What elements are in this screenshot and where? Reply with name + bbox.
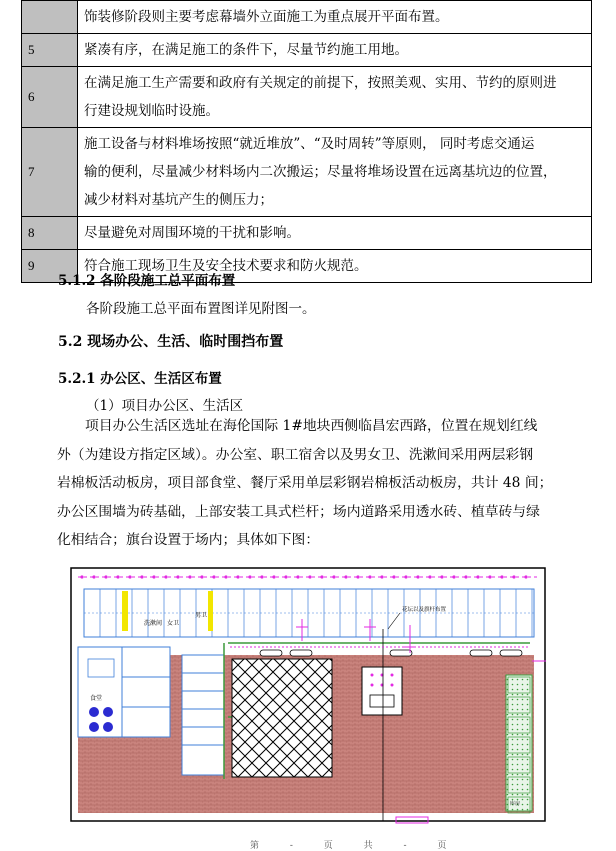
fence-post [80, 575, 83, 578]
row-text: 尽量避免对周围环境的干扰和影响。 [78, 217, 592, 250]
fence-post [344, 575, 347, 578]
fence-post [524, 575, 527, 578]
fence-post [164, 575, 167, 578]
table-row [22, 217, 592, 250]
subsection-label: （1）项目办公区、生活区 [86, 398, 244, 414]
office-block [122, 647, 170, 737]
label-storage: 库房 [510, 801, 521, 807]
section-heading-5-1-2: 5.1.2 各阶段施工总平面布置 [58, 273, 236, 289]
paragraph-line: 岩棉板活动板房，项目部食堂、餐厅采用单层彩钢岩棉板活动板房，共计 48 间； [57, 475, 553, 491]
fence-post [404, 575, 407, 578]
fence-post [452, 575, 455, 578]
label-male-toilet: 男卫 [195, 612, 208, 619]
section-heading-5-2: 5.2 现场办公、生活、临时围挡布置 [58, 334, 284, 350]
fence-post [488, 575, 491, 578]
fence-post [356, 575, 359, 578]
paragraph-line: 项目办公生活区选址在海伦国际 1#地块西侧临昌宏西路，位置在规划红线 [85, 418, 538, 434]
row-text: 饰装修阶段则主要考虑幕墙外立面施工为重点展开平面布置。 [78, 1, 592, 34]
fence-post [224, 575, 227, 578]
fence-post [284, 575, 287, 578]
pavement-left-lower [122, 737, 170, 813]
canteen-block [78, 647, 122, 737]
table-row [22, 67, 592, 128]
planters [260, 650, 522, 656]
row-text-line: 输的便利，尽量减少材料场内二次搬运；尽量将堆场设置在远离基坑边的位置， [84, 164, 557, 180]
fence-post [476, 575, 479, 578]
paragraph-line: 外（为建设方指定区域）。办公室、职工宿舍以及男女卫、洗漱间采用两层彩钢 [57, 446, 533, 463]
table-row [22, 34, 592, 67]
row-number [22, 1, 78, 34]
fence-post [200, 575, 203, 578]
row-number: 5 [22, 34, 78, 67]
row-text-line: 施工设备与材料堆场按照“就近堆放”、“及时周转”等原则， 同时考虑交通运 [84, 136, 535, 152]
fence-post [500, 575, 503, 578]
label-flag-area: 花坛以及旗杆布置 [402, 607, 447, 613]
fence-post [440, 575, 443, 578]
office-area-site-plan [70, 567, 546, 829]
fence-post [260, 575, 263, 578]
paragraph-line: 化相结合；旗台设置于场内；具体如下图： [57, 532, 320, 548]
fence-post [320, 575, 323, 578]
fence-post [272, 575, 275, 578]
fence-post [176, 575, 179, 578]
fence-post [428, 575, 431, 578]
fence-post [116, 575, 119, 578]
fence-post [392, 575, 395, 578]
label-wash-room: 洗漱间 [144, 620, 163, 627]
table-row [22, 1, 592, 34]
label-canteen: 食堂 [90, 695, 103, 702]
fence-post [368, 575, 371, 578]
fence-post [248, 575, 251, 578]
fence-post [512, 575, 515, 578]
fence-post [104, 575, 107, 578]
row-text-line: 在满足施工生产需要和政府有关规定的前提下，按照美观、实用、节约的原则进 [84, 75, 557, 91]
stair-yellow [122, 591, 128, 631]
principles-table [21, 0, 592, 283]
fence-post [308, 575, 311, 578]
fence-post [212, 575, 215, 578]
storage-column [506, 675, 532, 811]
row-text [78, 67, 592, 128]
row-number: 7 [22, 128, 78, 217]
section-heading-5-2-1: 5.2.1 办公区、生活区布置 [58, 371, 222, 387]
fence-post [140, 575, 143, 578]
row-number: 9 [22, 250, 78, 283]
row-number: 8 [22, 217, 78, 250]
row-text-line: 减少材料对基坑产生的侧压力； [84, 192, 273, 208]
section-body-5-1-2: 各阶段施工总平面布置图详见附图一。 [86, 301, 316, 317]
fence-post [464, 575, 467, 578]
hatched-lawn [232, 659, 332, 777]
label-female-toilet: 女卫 [167, 620, 180, 627]
row-text: 紧凑有序，在满足施工的条件下，尽量节约施工用地。 [78, 34, 592, 67]
fence-post [188, 575, 191, 578]
fence-post [128, 575, 131, 578]
fence-post [416, 575, 419, 578]
fence-post [236, 575, 239, 578]
paragraph-line: 办公区围墙为砖基础，上部安装工具式栏杆；场内道路采用透水砖、植草砖与绿 [57, 503, 540, 520]
page-footer: 第 - 页 共 - 页 [250, 841, 461, 851]
row-text-line: 行建设规划临时设施。 [84, 103, 219, 119]
stair-yellow [208, 591, 213, 631]
row-number: 6 [22, 67, 78, 128]
table-row [22, 128, 592, 217]
row-text: 符合施工现场卫生及安全技术要求和防火规范。 [78, 250, 592, 283]
row-text [78, 128, 592, 217]
fence-post [152, 575, 155, 578]
fence-post [332, 575, 335, 578]
fence-post [380, 575, 383, 578]
fence-post [92, 575, 95, 578]
fence-post [296, 575, 299, 578]
office-area-paragraph [57, 412, 577, 555]
